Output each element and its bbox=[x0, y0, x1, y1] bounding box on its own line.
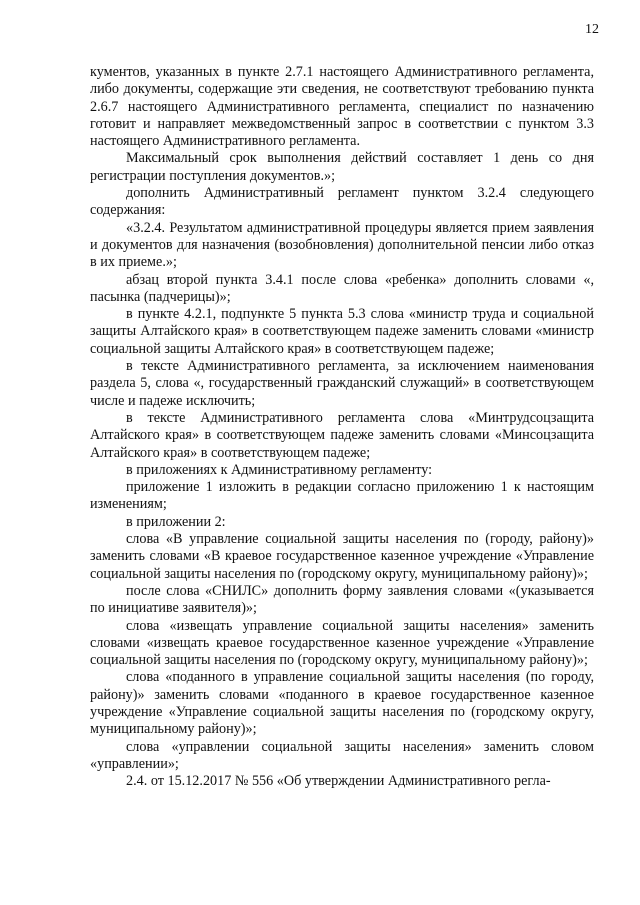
paragraph: «3.2.4. Результатом административной процедуры является прием заявления и документов для назначения (возобновления) дополнительной пенсии либо отказ в их приеме.»; bbox=[90, 219, 594, 271]
paragraph: 2.4. от 15.12.2017 № 556 «Об утверждении Административного регла- bbox=[126, 773, 551, 790]
paragraph: в пункте 4.2.1, подпункте 5 пункта 5.3 слова «министр труда и социальной защиты Алтайского края» в соответствующем падеже заменить словами «министр социальной защиты Алтайского края» в соответствующем падеже; bbox=[90, 306, 594, 357]
paragraph: слова «поданного в управление социальной защиты населения (по городу, району)» заменить словами «поданного в краевое государственное казенное учреждение «Управление социальной защиты населения по (городскому округу, муниципальному району)»; bbox=[90, 669, 594, 738]
paragraph: в приложении 2: bbox=[126, 513, 226, 530]
paragraph: в тексте Административного регламента, за исключением наименования раздела 5, слова «, государственный гражданский служащий» в соответствующем числе и падеже исключить; bbox=[90, 358, 594, 409]
paragraph: кументов, указанных в пункте 2.7.1 настоящего Административного регламента, либо документы, содержащие эти сведения, не соответствуют требованию пункта 2.6.7 настоящего Административного регламента, специалист по назначению готовит и направляет межведомственный запрос в соответствии с пунктом 3.3 настоящего Административного регламента. bbox=[90, 64, 594, 150]
document-body bbox=[90, 64, 594, 790]
paragraph: приложение 1 изложить в редакции согласно приложению 1 к настоящим изменениям; bbox=[90, 479, 594, 513]
paragraph: дополнить Административный регламент пунктом 3.2.4 следующего содержания: bbox=[90, 185, 594, 219]
paragraph: после слова «СНИЛС» дополнить форму заявления словами «(указывается по инициативе заявителя)»; bbox=[90, 582, 594, 617]
paragraph: слова «В управление социальной защиты населения по (городу, району)» заменить словами «В краевое государственное казенное учреждение «Управление социальной защиты населения по (городскому округу, муниципальному району)»; bbox=[90, 531, 594, 582]
paragraph: слова «управлении социальной защиты населения» заменить словом «управлении»; bbox=[90, 738, 594, 772]
paragraph: в приложениях к Административному регламенту: bbox=[126, 461, 433, 478]
page-number: 12 bbox=[585, 22, 599, 37]
paragraph: слова «извещать управление социальной защиты населения» заменить словами «извещать краевое государственное казенное учреждение «Управление социальной защиты населения по (городскому округу, муниципальному району)»; bbox=[90, 617, 594, 669]
paragraph: Максимальный срок выполнения действий составляет 1 день со дня регистрации поступления документов.»; bbox=[90, 150, 594, 184]
paragraph: в тексте Административного регламента слова «Минтрудсоцзащита Алтайского края» в соответствующем падеже заменить словами «Минсоцзащита Алтайского края» в соответствующем падеже; bbox=[90, 409, 594, 461]
paragraph: абзац второй пункта 3.4.1 после слова «ребенка» дополнить словами «, пасынка (падчерицы)»; bbox=[90, 271, 594, 305]
